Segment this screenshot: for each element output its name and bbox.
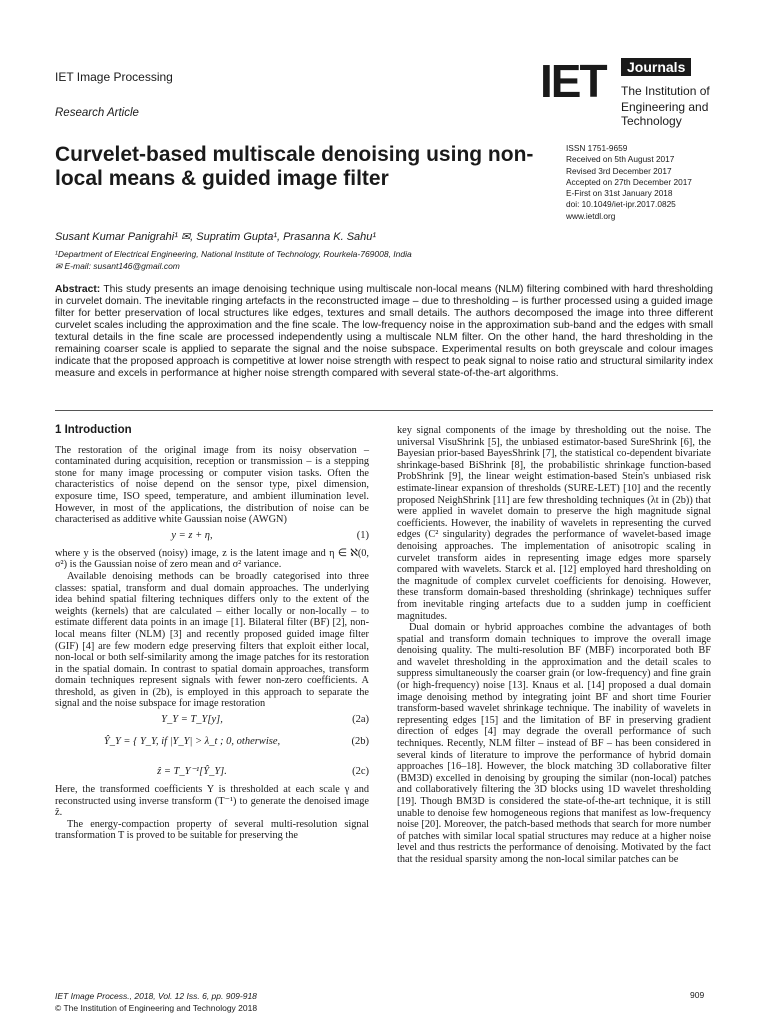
efirst-date: E-First on 31st January 2018 (566, 188, 673, 199)
equation-body: Ŷ_Υ = { Y_Υ, if |Y_Υ| > λ_t ; 0, otherwise, (103, 736, 281, 748)
abstract-label: Abstract: (55, 284, 101, 295)
paper-title: Curvelet-based multiscale denoising using non-local means & guided image filter (55, 143, 534, 190)
website-link[interactable]: www.ietdl.org (566, 210, 616, 221)
abstract (55, 284, 713, 380)
logo-journals-label: Journals (621, 58, 691, 76)
journal-name: IET Image Processing (55, 70, 173, 84)
right-column (397, 425, 711, 866)
abstract-text: This study presents an image denoising technique using multiscale non-local means (NLM) filtering combined with hard thresholding in curvelet domain. The inevitable ringing artefacts in the reconstructed image – due to thresholding – is further processed using a guided image filter for better preservation of local structures like edges, textures and small details. The authors decomposed the image into three different curvelet scales including the approximation and the fine scale. The low-frequency noise in the approximation sub-band and the edges with small textural details in the fine scale are processed independently using a multiscale NLM filter. On the other hand, the hard thresholding in the remaining coarser scale is applied to separate the signal and the noise subspace. Experimental results on both greyscale and colour images indicate that the proposed approach is competitive at lower noise strength with respect to peak signal to noise ratio and structural similarity index measure and excels in performance at higher noise strength compared with several state-of-the-art algorithms. (55, 284, 713, 379)
paragraph: The energy-compaction property of several multi-resolution signal transformation T is proved to be suitable for preserving the (55, 818, 369, 842)
equation-number: (2a) (352, 714, 369, 726)
iet-logo (540, 55, 720, 128)
equation-body: y = z + η, (171, 529, 213, 541)
paragraph: Available denoising methods can be broadly categorised into three classes: spatial, transform and dual domain approaches. The underlying idea behind spatial filtering techniques differs only to the extent of the weights (kernels) that are calculated – either locally or non-locally – to estimate different data points in an image [1]. Bilateral filter (BF) [2], non-local means filter (NLM) [3] and recently proposed guided image filter (GIF) [4] are few modern edge preserving filters that exploit either local, non-local or both self-similarity among the image patches for its restoration in the spatial domain. In contrast to spatial domain approaches, transform domain techniques represent signals with fewer non-zero coefficients. A threshold, as given in (2b), is employed in this approach to separate the signal and the noise subspace for image restoration (55, 570, 369, 710)
footer-citation: IET Image Process., 2018, Vol. 12 Iss. 6, pp. 909-918 (55, 991, 257, 1001)
issn: ISSN 1751-9659 (566, 143, 628, 153)
equation-number: (2c) (352, 766, 369, 778)
equation-number: (1) (356, 529, 369, 541)
section-divider (55, 410, 713, 411)
left-column (55, 425, 369, 842)
equation-2b (55, 732, 369, 762)
paragraph: where y is the observed (noisy) image, z is the latent image and η ∈ ℵ(0, σ²) is the Gaussian noise of zero mean and σ² variance. (55, 547, 369, 571)
paragraph: Here, the transformed coefficients Y is thresholded at each scale γ and reconstructed using inverse transform (T⁻¹) to generate the denoised image ẑ. (55, 784, 369, 819)
equation-1 (55, 526, 369, 548)
affiliation: ¹Department of Electrical Engineering, National Institute of Technology, Rourkela-769008, India (55, 249, 412, 259)
logo-institution-line2: Engineering and Technology (621, 100, 709, 128)
paragraph: key signal components of the image by thresholding out the noise. The universal VisuShrink [5], the unbiased estimator-based SureShrink [6], the Bayesian prior-based BayesShrink [7], the statistical co-dependent bivariate shrinkage-based BiShrink [8], the probabilistic shrinkage function-based ProbShrink [9], the linear weight estimation-based Stein's unbiased risk estimate-linear expansion of thresholds (SURE-LET) [10] and the recently proposed NeighShrink [11] are few thresholding techniques (λt in (2b)) that were applied in wavelet domain to preserve the high magnitude signal coefficients. However, the inability of wavelets in representing the curved edges (C² singularity) degrades the performance of wavelet-based image denoising approaches. The implementation of anisotropic scaling in curvelet transform aides in representing image edges more sparsely compared with wavelets. Starck et al. [12] employed hard thresholding on the magnitude of complex curvelet coefficients for denoising. However, these transform domain-based thresholding (shrinkage) techniques suffer from inevitable ringing artefacts due to a sudden jump in coefficient magnitudes. (397, 425, 711, 622)
equation-2a (55, 710, 369, 732)
section-heading: 1 Introduction (55, 424, 132, 436)
revised-date: Revised 3rd December 2017 (566, 165, 672, 176)
equation-2c (55, 762, 369, 784)
paragraph: The restoration of the original image from its noisy observation – contaminated during acquisition, reception or transmission – is a stepping stone for many image processing or computer vision tasks. Often the characteristics of noise depend on the sensor type, pixel dimension, exposure time, ISO speed, temperature, and ambient illumination level. However, in most of the applications, the distribution of noise can be characterised as additive white Gaussian noise (AWGN) (55, 444, 369, 526)
footer-left (55, 990, 257, 1014)
logo-brand: IET (540, 55, 606, 107)
page-number: 909 (690, 990, 705, 1000)
received-date: Received on 5th August 2017 (566, 154, 675, 165)
article-type: Research Article (55, 107, 139, 119)
footer-copyright: © The Institution of Engineering and Technology 2018 (55, 1003, 258, 1013)
equation-body: Y_Υ = T_Υ[y], (161, 714, 223, 726)
equation-body: ẑ = T_Υ⁻¹[Ŷ_Υ]. (157, 766, 227, 778)
article-metadata (566, 143, 692, 222)
accepted-date: Accepted on 27th December 2017 (566, 176, 692, 187)
contact-email[interactable]: ✉ E-mail: susant146@gmail.com (55, 261, 180, 271)
paragraph: Dual domain or hybrid approaches combine the advantages of both spatial and transform domain techniques to improve the overall image denoising quality. The multi-resolution BF (MBF) incorporated both BF and wavelet thresholding in the approximation and the detail scales to suppress simultaneously the coarser grain (or low-frequency) and fine grain (or high-frequency) noise [13]. Knaus et al. [14] proposed a dual domain image denoising method by integrating joint BF and short time Fourier transform-based wavelet shrinkage technique. The inability of wavelets in representing edges [15] and the limitation of BF in preserving gradient direction of edges [4] may degrade the overall performance of such techniques. Recently, NLM filter – instead of BF – has been considered in several kinds of literature to improve the performance of hybrid domain approaches [16–18]. However, the block matching 3D collaborative filter (BM3D) excelled in denoising by grouping the similar (non-local) patches and collaboratively filtering the 3D blocks using 1D wavelet thresholding [19]. Though BM3D is considered the state-of-the-art technique, it is still unable to denoise few homogeneous regions that manifest as low-frequency noise [20]. Moreover, the patch-based methods that search for more number of patches with similar local spatial structures may reduce at a higher noise level and thus restricts the performance of denoising. Motivated by the fact that the residual sparsity among the non-local similar patches can be (397, 622, 711, 865)
doi[interactable]: doi: 10.1049/iet-ipr.2017.0825 (566, 199, 676, 210)
author-list: Susant Kumar Panigrahi¹ ✉, Supratim Gupta¹, Prasanna K. Sahu¹ (55, 231, 377, 243)
logo-institution-line1: The Institution of (621, 84, 710, 98)
equation-number: (2b) (351, 736, 369, 748)
